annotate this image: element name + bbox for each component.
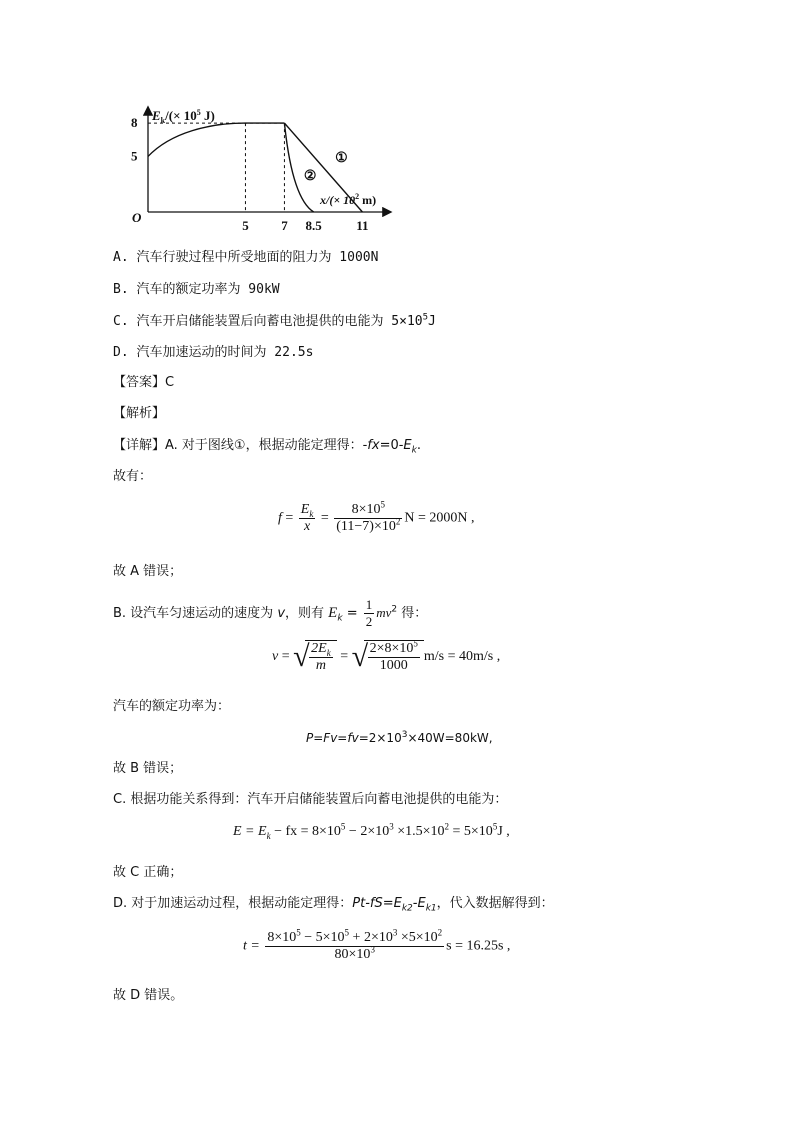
origin-label: O [132, 210, 142, 225]
formula-energy: $E = E_k$ − fx = $8\times 10^5 - 2\times 10^3 \times 1.5\times 10^2 = 5\times 10^5J$ , [233, 821, 510, 841]
y-axis-label: $E_k/(\times 10^5$ J) [152, 108, 215, 125]
fa-frac2: $\frac{8\times 10^5}{(11-7)\times 10^2}$ [336, 499, 401, 534]
curve-label-1: ① [335, 151, 348, 166]
detail-a-e: E [403, 438, 412, 453]
rising-curve [148, 123, 245, 156]
half-frac: $\frac{1}{2}$ [365, 597, 373, 629]
detail-b: B. 设汽车匀速运动的速度为 v，则有 $E_k$ = $\frac{1}{2}$ $mv^2$ 得： [113, 597, 428, 629]
formula-time: t = $\frac{8\times 10^5 - 5\times 10^5 + 2\times 10^3 \times 5\times 10^2}{80\times 10^3}$ s = 16.25s , [243, 927, 511, 962]
series-2-curve [284, 123, 313, 212]
formula-friction: f = $\frac{E_k}{x}$ = $\frac{8\times 10^5}{(11-7)\times 10^2}$ N = 2000N , [278, 499, 475, 534]
d-wrong: 故 D 错误。 [113, 988, 184, 1003]
detail-a-eq: =0- [379, 438, 404, 453]
x-axis-label: $x/(\times 10^2$ m) [320, 192, 377, 207]
a-wrong: 故 A 错误； [113, 564, 183, 579]
option-d: D. 汽车加速运动的时间为 22.5s [113, 345, 314, 360]
detail-a [113, 437, 421, 455]
curve-label-2: ② [303, 168, 317, 184]
b-wrong: 故 B 错误； [113, 761, 183, 776]
fa-frac1: $\frac{E_k}{x}$ [300, 502, 314, 534]
rated-power-label: 汽车的额定功率为： [113, 699, 231, 714]
option-c [113, 313, 436, 331]
chart-svg [128, 104, 398, 234]
option-c-text: C. 汽车开启储能装置后向蓄电池提供的电能为 5×10 [113, 314, 423, 329]
option-b: B. 汽车的额定功率为 90kW [113, 282, 280, 297]
detail-a-end: . [416, 438, 421, 453]
option-a: A. 汽车行驶过程中所受地面的阻力为 1000N [113, 250, 379, 265]
formula-velocity: v = √ $\frac{2E_k}{m}$ = √ $\frac{2\times 8\times 10^5}{1000}$ m/s = 40m/s , [272, 638, 501, 673]
option-c-exp: 5 [422, 312, 429, 323]
sqrt-2: √ $\frac{2\times 8\times 10^5}{1000}$ [352, 640, 424, 674]
energy-distance-graph [128, 104, 398, 234]
x-tick-label-3: 11 [356, 218, 369, 233]
detail-a-text: 【详解】A. 对于图线①，根据动能定理得：- [113, 438, 368, 453]
option-c-unit: J [428, 314, 436, 329]
analysis-heading: 【解析】 [113, 406, 166, 421]
answer: 【答案】C [113, 375, 175, 390]
fa-lhs: f [278, 510, 282, 526]
x-tick-label-2: 8.5 [305, 218, 322, 233]
power-equation: $P=Fv=fv=2\times 10^3\times 40W=80kW$, [306, 730, 493, 745]
c-right: 故 C 正确； [113, 865, 183, 880]
fa-result: N = 2000N , [404, 510, 475, 526]
x-tick-label-1: 7 [281, 218, 288, 233]
sqrt-1: √ $\frac{2E_k}{m}$ [293, 640, 337, 674]
detail-c: C. 根据功能关系得到：汽车开启储能装置后向蓄电池提供的电能为： [113, 792, 508, 807]
guyou-label: 故有： [113, 469, 153, 484]
detail-a-sub: k [411, 445, 417, 456]
y-tick-label-1: 5 [131, 148, 138, 164]
x-tick-label-0: 5 [242, 218, 249, 233]
detail-d: D. 对于加速运动过程，根据动能定理得：$Pt-fS=E_{k2}-E_{k1}$，代入数据解得到： [113, 896, 554, 914]
y-tick-label-0: 8 [131, 115, 138, 131]
fd-frac: $\frac{8\times 10^5 - 5\times 10^5 + 2\times 10^3 \times 5\times 10^2}{80\times 10^3}$ [267, 927, 443, 962]
detail-a-fx: fx [367, 438, 380, 453]
